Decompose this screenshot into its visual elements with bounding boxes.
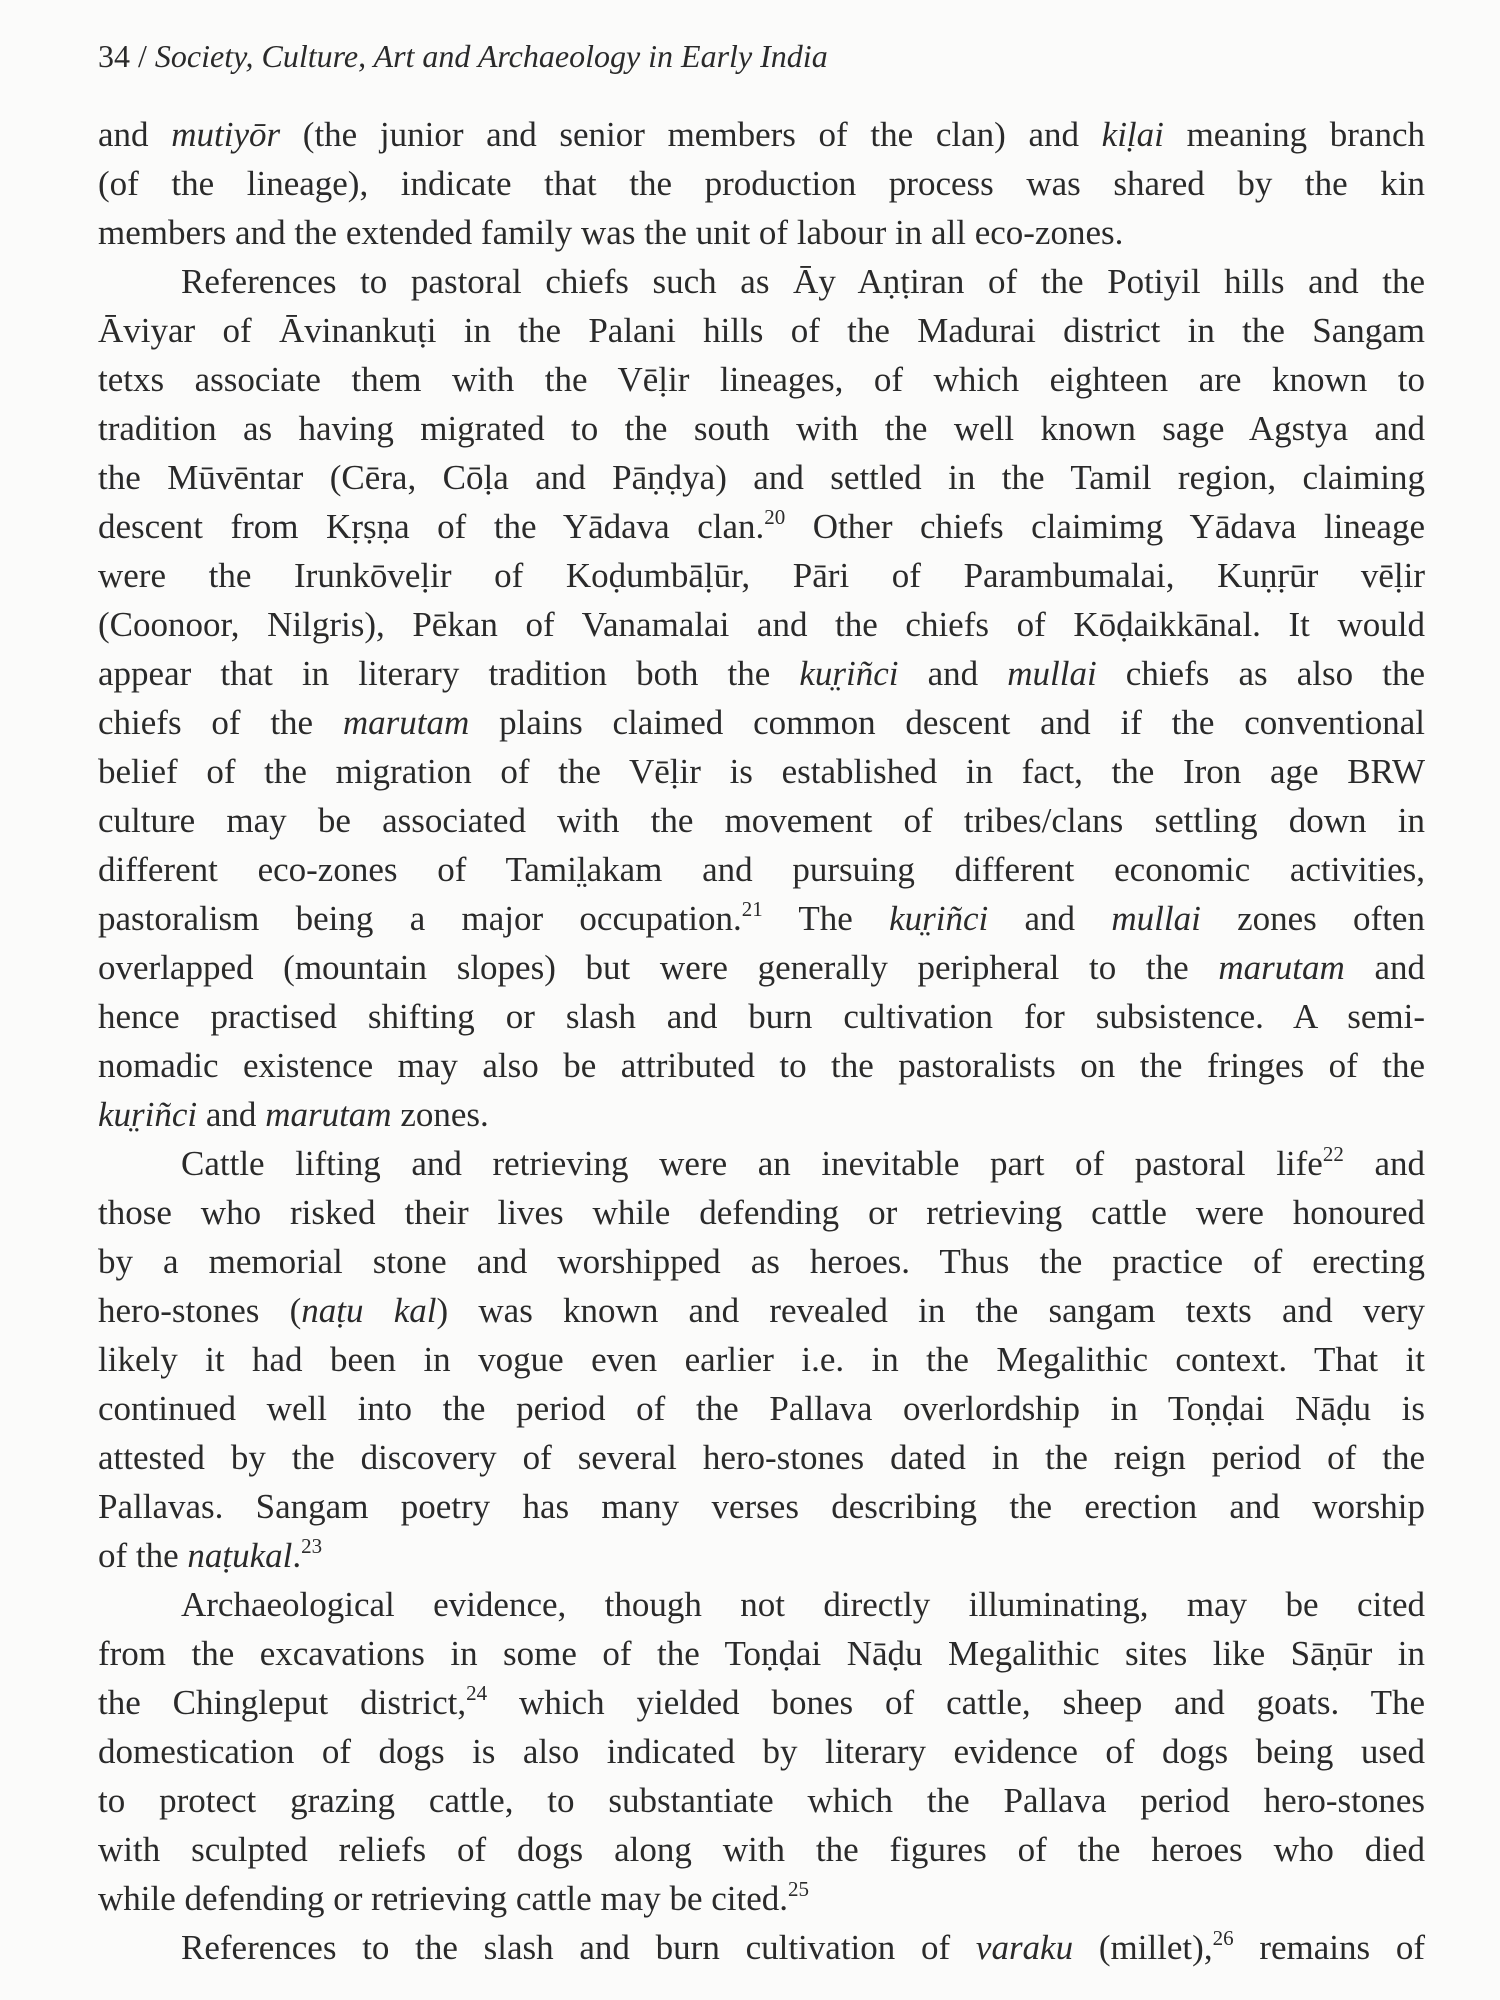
text-line <box>98 1335 1425 1384</box>
text-line <box>98 1041 1425 1090</box>
text-run: chiefs as also the <box>1096 654 1425 693</box>
text-run: while defending or retrieving cattle may be cited. <box>98 1879 789 1918</box>
text-run: attested by the discovery of several hero-stones dated in the reign period of the <box>98 1438 1425 1477</box>
running-header <box>98 38 828 75</box>
text-run: and <box>988 899 1112 938</box>
text-line <box>98 845 1425 894</box>
text-run: zones. <box>391 1095 489 1134</box>
text-run: those who risked their lives while defending or retrieving cattle were honoured <box>98 1193 1425 1232</box>
text-run: chiefs of the <box>98 703 343 742</box>
text-run: Pallavas. Sangam poetry has many verses describing the erection and worship <box>98 1487 1425 1526</box>
italic-term: marutam <box>342 703 470 742</box>
text-line <box>98 1678 1425 1727</box>
italic-term: varaku <box>975 1928 1074 1967</box>
italic-term: mutiyōr <box>171 115 281 154</box>
italic-term: marutam <box>1218 948 1345 987</box>
text-run: members and the extended family was the unit of labour in all eco-zones. <box>98 213 1124 252</box>
text-line <box>98 257 1425 306</box>
italic-term: kur̤iñci <box>98 1095 198 1134</box>
italic-term: naṭukal <box>187 1536 293 1575</box>
text-run: from the excavations in some of the Toṇḍai Nāḍu Megalithic sites like Sāṇūr in <box>98 1634 1425 1673</box>
italic-term: marutam <box>265 1095 392 1134</box>
text-run: remains of <box>1233 1928 1426 1967</box>
text-line <box>98 1776 1425 1825</box>
text-line <box>98 1286 1425 1335</box>
text-run: and <box>1344 948 1425 987</box>
text-run: different eco-zones of Tamil̤akam and pursuing different economic activities, <box>98 850 1425 889</box>
text-line <box>98 453 1425 502</box>
text-line <box>98 1629 1425 1678</box>
text-line <box>98 894 1425 943</box>
body-text <box>98 110 1425 1972</box>
text-run: zones often <box>1200 899 1425 938</box>
text-run: likely it had been in vogue even earlier i.e. in the Megalithic context. That it <box>98 1340 1425 1379</box>
italic-term: mullai <box>1111 899 1201 938</box>
text-run: descent from Kṛṣṇa of the Yādava clan. <box>98 507 765 546</box>
text-line <box>98 943 1425 992</box>
text-run: to protect grazing cattle, to substantiate which the Pallava period hero-stones <box>98 1781 1425 1820</box>
text-run: hero-stones ( <box>98 1291 302 1330</box>
text-line <box>98 1433 1425 1482</box>
footnote-ref: 24 <box>466 1681 488 1705</box>
text-run: pastoralism being a major occupation. <box>98 899 742 938</box>
text-run: tetxs associate them with the Vēḷir lineages, of which eighteen are known to <box>98 360 1425 399</box>
text-line <box>98 208 1425 257</box>
text-run: The <box>762 899 890 938</box>
text-line <box>98 355 1425 404</box>
text-run: overlapped (mountain slopes) but were generally peripheral to the <box>98 948 1219 987</box>
footnote-ref: 22 <box>1322 1142 1344 1166</box>
text-run: with sculpted reliefs of dogs along with the figures of the heroes who died <box>98 1830 1425 1869</box>
italic-term: naṭu kal <box>301 1291 437 1330</box>
text-run: nomadic existence may also be attributed to the pastoralists on the fringes of the <box>98 1046 1425 1085</box>
text-run: (the junior and senior members of the clan) and <box>280 115 1102 154</box>
text-run: were the Irunkōveḷir of Koḍumbāḷūr, Pāri of Parambumalai, Kuṇṛūr vēḷir <box>98 556 1425 595</box>
text-line <box>98 1825 1425 1874</box>
text-line <box>98 110 1425 159</box>
text-run: by a memorial stone and worshipped as heroes. Thus the practice of erecting <box>98 1242 1425 1281</box>
text-line <box>98 1384 1425 1433</box>
text-run: Āviyar of Āvinankuṭi in the Palani hills of the Madurai district in the Sangam <box>98 311 1425 350</box>
text-line <box>98 306 1425 355</box>
text-line <box>98 502 1425 551</box>
header-separator: / <box>138 38 147 74</box>
text-run: domestication of dogs is also indicated by literary evidence of dogs being used <box>98 1732 1425 1771</box>
text-run: ) was known and revealed in the sangam texts and very <box>436 1291 1426 1330</box>
text-line <box>98 1580 1425 1629</box>
footnote-ref: 23 <box>301 1534 323 1558</box>
text-line <box>98 1727 1425 1776</box>
italic-term: mullai <box>1007 654 1097 693</box>
text-run: and <box>197 1095 266 1134</box>
footnote-ref: 20 <box>764 505 786 529</box>
text-line <box>98 600 1425 649</box>
text-line <box>98 1139 1425 1188</box>
text-line <box>98 1090 1425 1139</box>
text-run: tradition as having migrated to the south with the well known sage Agstya and <box>98 409 1425 448</box>
text-line <box>98 1237 1425 1286</box>
italic-term: kur̤iñci <box>889 899 989 938</box>
text-run: meaning branch <box>1163 115 1425 154</box>
text-run: . <box>292 1536 302 1575</box>
text-run: culture may be associated with the movement of tribes/clans settling down in <box>98 801 1425 840</box>
italic-term: kur̤iñci <box>799 654 899 693</box>
text-line <box>98 159 1425 208</box>
text-line <box>98 649 1425 698</box>
text-run: and <box>898 654 1008 693</box>
text-run: Other chiefs claimimg Yādava lineage <box>785 507 1425 546</box>
text-line <box>98 1482 1425 1531</box>
text-line <box>98 1874 1425 1923</box>
text-line <box>98 796 1425 845</box>
text-run: References to pastoral chiefs such as Āy Aṇṭiran of the Potiyil hills and the <box>181 262 1425 301</box>
text-line <box>98 747 1425 796</box>
text-line <box>98 551 1425 600</box>
text-run: (Coonoor, Nilgris), Pēkan of Vanamalai and the chiefs of Kōḍaikkānal. It would <box>98 605 1425 644</box>
text-line <box>98 1188 1425 1237</box>
text-line <box>98 698 1425 747</box>
text-line <box>98 1531 1425 1580</box>
text-run: (millet), <box>1073 1928 1213 1967</box>
text-run: appear that in literary tradition both the <box>98 654 800 693</box>
footnote-ref: 26 <box>1212 1926 1234 1950</box>
text-run: Archaeological evidence, though not directly illuminating, may be cited <box>181 1585 1425 1624</box>
text-run: the Chingleput district, <box>98 1683 467 1722</box>
text-run: the Mūvēntar (Cēra, Cōḷa and Pāṇḍya) and settled in the Tamil region, claiming <box>98 458 1425 497</box>
text-run: belief of the migration of the Vēḷir is established in fact, the Iron age BRW <box>98 752 1425 791</box>
text-line <box>98 1923 1425 1972</box>
text-run: plains claimed common descent and if the conventional <box>469 703 1426 742</box>
text-run: and <box>1343 1144 1425 1183</box>
text-run: continued well into the period of the Pallava overlordship in Toṇḍai Nāḍu is <box>98 1389 1425 1428</box>
text-run: References to the slash and burn cultivation of <box>181 1928 976 1967</box>
page-number: 34 <box>98 38 130 74</box>
text-run: (of the lineage), indicate that the production process was shared by the kin <box>98 164 1425 203</box>
text-run: and <box>98 115 172 154</box>
book-title: Society, Culture, Art and Archaeology in Early India <box>154 38 828 74</box>
text-line <box>98 992 1425 1041</box>
text-run: Cattle lifting and retrieving were an inevitable part of pastoral life <box>181 1144 1323 1183</box>
text-run: which yielded bones of cattle, sheep and goats. The <box>487 1683 1425 1722</box>
text-line <box>98 404 1425 453</box>
italic-term: kiḷai <box>1101 115 1164 154</box>
footnote-ref: 21 <box>741 897 763 921</box>
footnote-ref: 25 <box>788 1877 810 1901</box>
text-run: of the <box>98 1536 188 1575</box>
text-run: hence practised shifting or slash and burn cultivation for subsistence. A semi- <box>98 997 1425 1036</box>
